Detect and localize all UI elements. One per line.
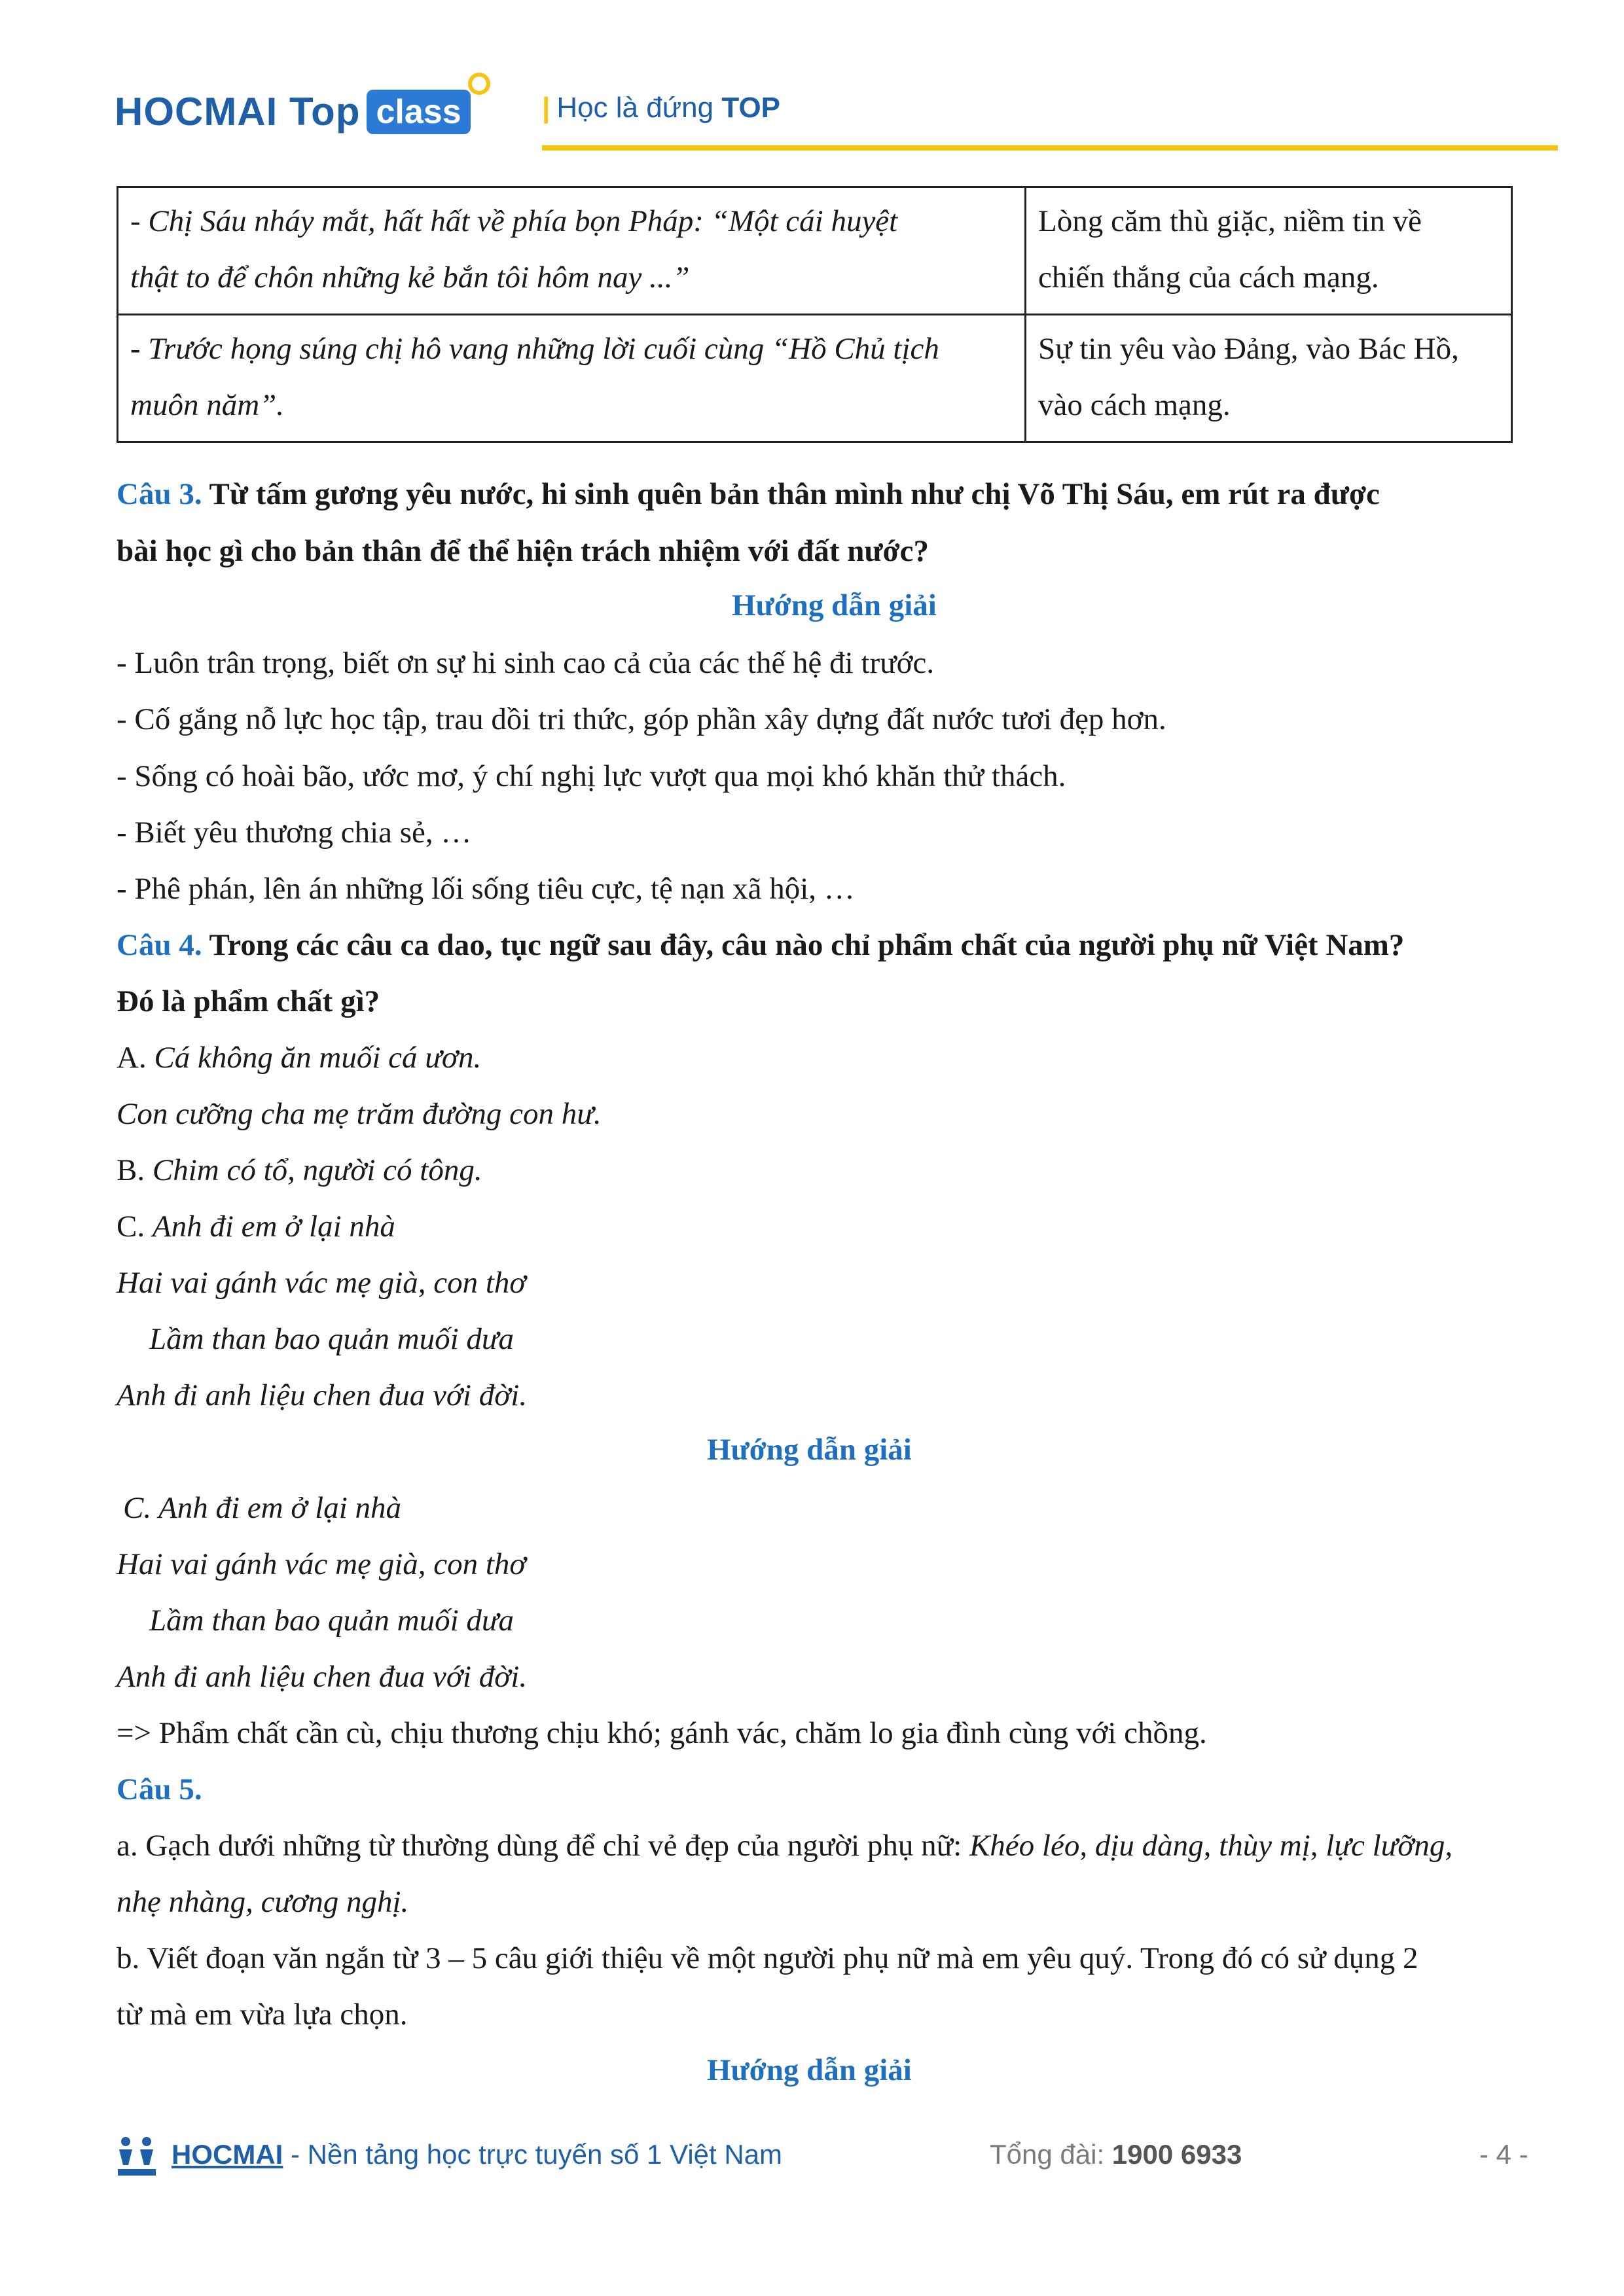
option-text: Cá không ăn muối cá ươn. xyxy=(154,1041,482,1075)
q3-answer-3: - Sống có hoài bão, ước mơ, ý chí nghị lực vượt qua mọi khó khăn thử thách. xyxy=(117,759,1066,793)
q3-question-line2: bài học gì cho bản thân để thể hiện trách nhiệm với đất nước? xyxy=(117,534,929,568)
logo-class-text: class xyxy=(376,92,461,131)
part-a-text: a. Gạch dưới những từ thường dùng để chỉ vẻ đẹp của người phụ nữ: xyxy=(117,1829,969,1863)
slogan-text: Học là đứng xyxy=(556,92,722,124)
option-text: Chim có tổ, người có tông. xyxy=(152,1153,482,1187)
answer-table xyxy=(117,186,1513,443)
q3-answer-1: - Luôn trân trọng, biết ơn sự hi sinh cao cả của các thế hệ đi trước. xyxy=(117,646,935,680)
q5-part-b-line1: b. Viết đoạn văn ngắn từ 3 – 5 câu giới thiệu về một người phụ nữ mà em yêu quý. Trong đó có sử dụng 2 xyxy=(117,1941,1418,1975)
q3-answer-4: - Biết yêu thương chia sẻ, … xyxy=(117,816,472,850)
cell-line: vào cách mạng. xyxy=(1038,388,1231,422)
table-cell-evidence xyxy=(118,187,1026,315)
q4-option-c-line4: Anh đi anh liệu chen đua với đời. xyxy=(117,1378,528,1412)
q3-text: Từ tấm gương yêu nước, hi sinh quên bản thân mình như chị Võ Thị Sáu, em rút ra được xyxy=(202,477,1380,511)
table-cell-meaning xyxy=(1026,187,1512,315)
table-cell-evidence xyxy=(118,315,1026,442)
logo-main-text: HOCMAI Top xyxy=(115,90,361,134)
q4-answer-line1 xyxy=(123,1488,401,1528)
q5-part-b-line2: từ mà em vừa lựa chọn. xyxy=(117,1998,408,2032)
q5-guide-heading: Hướng dẫn giải xyxy=(707,2053,912,2087)
table-cell-meaning xyxy=(1026,315,1512,442)
q3-answer-2: - Cố gắng nỗ lực học tập, trau dồi tri thức, góp phần xây dựng đất nước tươi đẹp hơn. xyxy=(117,702,1166,736)
q5-part-a-line2: nhẹ nhàng, cương nghị. xyxy=(117,1885,409,1919)
hocmai-people-icon xyxy=(117,2135,157,2178)
q4-answer-line2: Hai vai gánh vác mẹ già, con thơ xyxy=(117,1547,526,1581)
table-row xyxy=(118,187,1512,315)
q3-guide-heading: Hướng dẫn giải xyxy=(732,588,937,622)
option-text: Anh đi em ở lại nhà xyxy=(152,1210,395,1244)
q3-question-line1 xyxy=(117,475,1380,514)
slogan-bold: TOP xyxy=(721,92,781,124)
q4-answer-line3: Lầm than bao quản muối dưa xyxy=(149,1604,514,1638)
cell-line: - Trước họng súng chị hô vang những lời cuối cùng “Hồ Chủ tịch xyxy=(130,332,939,366)
table-row xyxy=(118,315,1512,442)
q5-part-a-line1 xyxy=(117,1826,1453,1865)
q4-text: Trong các câu ca dao, tục ngữ sau đây, câu nào chỉ phẩm chất của người phụ nữ Việt Nam? xyxy=(202,928,1405,962)
footer-brand xyxy=(171,2139,782,2170)
option-prefix: B. xyxy=(117,1153,153,1187)
cell-line: thật to để chôn những kẻ bắn tôi hôm nay ...” xyxy=(130,260,690,295)
part-a-words: Khéo léo, dịu dàng, thùy mị, lực lưỡng, xyxy=(969,1829,1453,1863)
cell-line: Lòng căm thù giặc, niềm tin về xyxy=(1038,204,1422,238)
q3-answer-5: - Phê phán, lên án những lối sống tiêu cực, tệ nạn xã hội, … xyxy=(117,872,855,906)
divider-bar: | xyxy=(542,92,550,124)
q4-label: Câu 4. xyxy=(117,928,202,962)
cell-line: - Chị Sáu nháy mắt, hất hất về phía bọn Pháp: “Một cái huyệt xyxy=(130,204,898,238)
answer-prefix: C. xyxy=(123,1491,158,1525)
q4-question-line1 xyxy=(117,925,1404,965)
q4-option-a xyxy=(117,1038,481,1077)
q4-option-c xyxy=(117,1207,395,1246)
footer-tagline: - Nền tảng học trực tuyến số 1 Việt Nam xyxy=(283,2139,783,2170)
cell-line: chiến thắng của cách mạng. xyxy=(1038,260,1379,295)
cell-line: muôn năm”. xyxy=(130,388,285,422)
answer-text: Anh đi em ở lại nhà xyxy=(158,1491,402,1525)
option-prefix: C. xyxy=(117,1210,153,1244)
q3-label: Câu 3. xyxy=(117,477,202,511)
q4-question-line2: Đó là phẩm chất gì? xyxy=(117,984,380,1018)
header-slogan xyxy=(542,92,780,124)
q4-option-a-line2: Con cưỡng cha mẹ trăm đường con hư. xyxy=(117,1097,602,1131)
cell-line: Sự tin yêu vào Đảng, vào Bác Hồ, xyxy=(1038,332,1459,366)
q4-answer-line4: Anh đi anh liệu chen đua với đời. xyxy=(117,1660,528,1694)
hocmai-topclass-logo xyxy=(115,77,471,146)
logo-class-badge xyxy=(367,90,470,134)
page-number: - 4 - xyxy=(1479,2139,1528,2170)
option-prefix: A. xyxy=(117,1041,154,1075)
sun-icon xyxy=(468,73,490,95)
header-underline xyxy=(542,145,1558,151)
hotline-label: Tổng đài: xyxy=(990,2139,1112,2170)
q4-conclusion: => Phẩm chất cần cù, chịu thương chịu khó; gánh vác, chăm lo gia đình cùng với chồng. xyxy=(117,1716,1207,1750)
footer-hotline xyxy=(990,2139,1242,2170)
footer-logo-link[interactable]: HOCMAI xyxy=(171,2139,283,2170)
q4-option-c-line2: Hai vai gánh vác mẹ già, con thơ xyxy=(117,1266,526,1300)
q4-guide-heading: Hướng dẫn giải xyxy=(707,1433,912,1467)
hotline-number: 1900 6933 xyxy=(1111,2139,1242,2170)
q4-option-c-line3: Lầm than bao quản muối dưa xyxy=(149,1322,514,1356)
q4-option-b xyxy=(117,1151,482,1190)
q5-label: Câu 5. xyxy=(117,1772,202,1806)
